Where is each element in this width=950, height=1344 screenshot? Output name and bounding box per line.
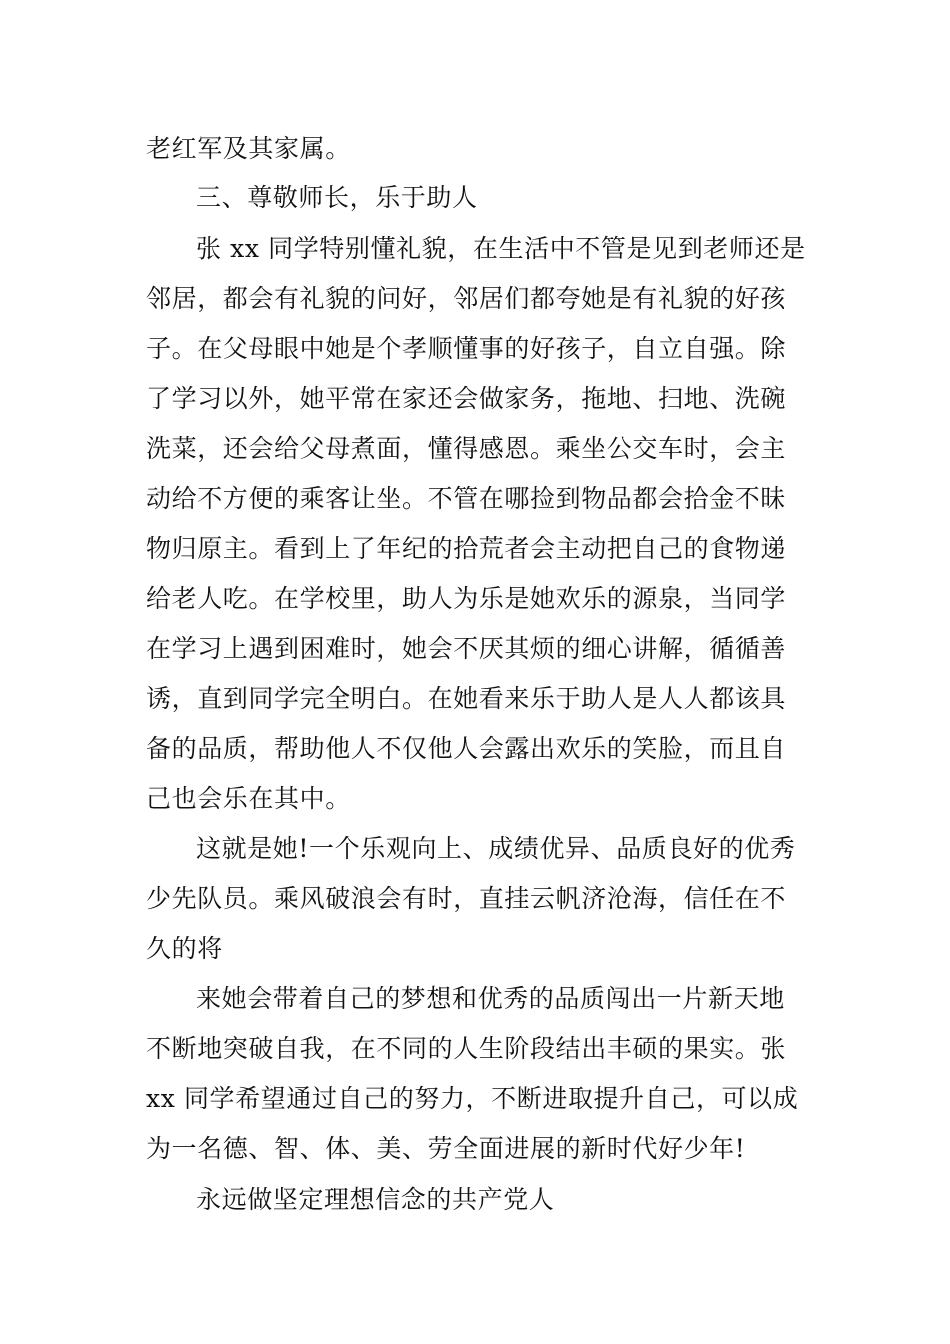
text-line-17: 久的将 [146, 934, 223, 963]
text-line-14: 己也会乐在其中。 [146, 784, 351, 813]
text-line-18: 来她会带着自己的梦想和优秀的品质闯出一片新天地 [196, 984, 785, 1013]
text-line-15: 这就是她!一个乐观向上、成绩优异、品质良好的优秀 [196, 834, 796, 863]
text-line-20: xx 同学希望通过自己的努力，不断进取提升自己，可以成 [146, 1084, 799, 1113]
closing-title: 永远做坚定理想信念的共产党人 [196, 1185, 555, 1214]
text-line-19: 不断地突破自我，在不同的人生阶段结出丰硕的果实。张 [146, 1034, 787, 1063]
text-line-13: 备的品质，帮助他人不仅他人会露出欢乐的笑脸，而且自 [146, 734, 787, 763]
text-line-6: 了学习以外，她平常在家还会做家务，拖地、扫地、洗碗 [146, 384, 787, 413]
text-line-16: 少先队员。乘风破浪会有时，直挂云帆济沧海，信任在不 [146, 884, 787, 913]
text-line-7: 洗菜，还会给父母煮面，懂得感恩。乘坐公交车时，会主 [146, 434, 787, 463]
text-line-10: 给老人吃。在学校里，助人为乐是她欢乐的源泉，当同学 [146, 584, 787, 613]
text-line-11: 在学习上遇到困难时，她会不厌其烦的细心讲解，循循善 [146, 634, 787, 663]
text-line-1: 老红军及其家属。 [146, 134, 351, 163]
text-line-4: 邻居，都会有礼貌的问好，邻居们都夸她是有礼貌的好孩 [146, 284, 787, 313]
text-line-8: 动给不方便的乘客让坐。不管在哪捡到物品都会拾金不昧 [146, 484, 787, 513]
text-line-5: 子。在父母眼中她是个孝顺懂事的好孩子，自立自强。除 [146, 334, 787, 363]
section-heading: 三、尊敬师长，乐于助人 [196, 183, 478, 212]
text-line-21: 为一名德、智、体、美、劳全面进展的新时代好少年! [146, 1134, 746, 1163]
text-line-9: 物归原主。看到上了年纪的拾荒者会主动把自己的食物递 [146, 534, 787, 563]
text-line-3: 张 xx 同学特别懂礼貌，在生活中不管是见到老师还是 [196, 234, 806, 263]
text-line-12: 诱，直到同学完全明白。在她看来乐于助人是人人都该具 [146, 684, 787, 713]
